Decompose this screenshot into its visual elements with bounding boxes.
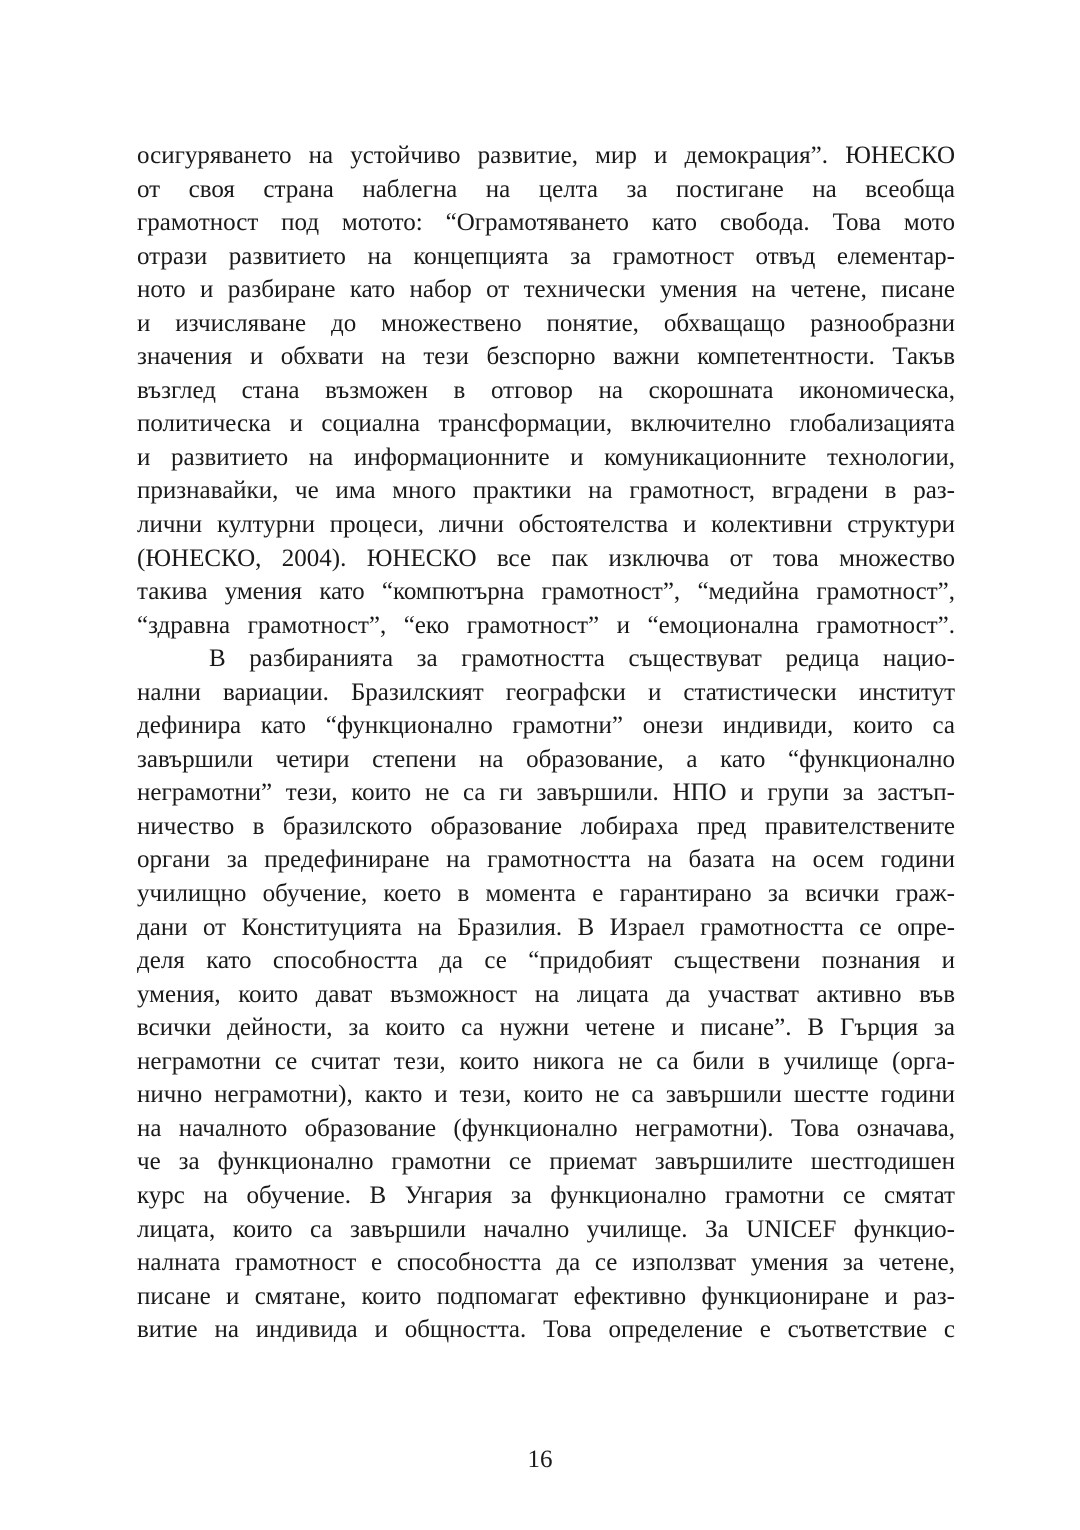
paragraph-1	[137, 139, 955, 642]
text-line: всички дейности, за които са нужни четене и писане”. В Гърция за	[137, 1014, 955, 1042]
text-line: налната грамотност е способността да се използват умения за четене,	[137, 1249, 955, 1277]
text-line: осигуряването на устойчиво развитие, мир и демокрация”. ЮНЕСКО	[137, 142, 955, 169]
paragraph-2	[137, 642, 955, 1346]
text-line: лични културни процеси, лични обстоятелства и колективни структури	[137, 511, 955, 539]
text-line: и развитието на информационните и комуникационните технологии,	[137, 443, 955, 471]
text-line: възглед стана възможен в отговор на скорошната икономическа,	[137, 376, 955, 404]
text-line: В разбиранията за грамотността съществуват редица нацио-	[209, 645, 955, 673]
text-line: “здравна грамотност”, “еко грамотност” и “емоционална грамотност”.	[137, 611, 955, 639]
text-line: дефинира като “функционално грамотни” онези индивиди, които са	[137, 712, 955, 740]
text-line: писане и смятане, които подпомагат ефективно функциониране и раз-	[137, 1282, 955, 1310]
page-number: 16	[527, 1446, 553, 1473]
text-line: грамотност под мотото: “Ограмотяването като свобода. Това мото	[137, 209, 955, 237]
text-line: витие на индивида и общността. Това определение е съответствие с	[137, 1316, 955, 1344]
text-line: и изчисляване до множествено понятие, обхващащо разнообразни	[137, 309, 955, 337]
text-line: политическа и социална трансформации, включително глобализацията	[137, 410, 955, 438]
text-line: деля като способността да се “придобият съществени познания и	[137, 947, 955, 975]
text-line: курс на обучение. В Унгария за функционално грамотни се смятат	[137, 1181, 955, 1209]
text-line: дани от Конституцията на Бразилия. В Израел грамотността се опре-	[137, 913, 955, 941]
text-line: значения и обхвати на тези безспорно важни компетентности. Такъв	[137, 343, 955, 371]
page-body	[137, 139, 955, 1347]
text-line: че за функционално грамотни се приемат завършилите шестгодишен	[137, 1148, 955, 1176]
text-line: училищно обучение, което в момента е гарантирано за всички граж-	[137, 880, 955, 908]
text-line: лицата, които са завършили начално училище. За UNICEF функцио-	[137, 1215, 955, 1243]
text-line: неграмотни се считат тези, които никога не са били в училище (орга-	[137, 1047, 955, 1075]
text-line: органи за предефиниране на грамотността на базата на осем години	[137, 846, 955, 874]
text-line: нални вариации. Бразилският географски и статистически институт	[137, 678, 955, 706]
text-line: (ЮНЕСКО, 2004). ЮНЕСКО все пак изключва от това множество	[137, 544, 955, 572]
text-line: признавайки, че има много практики на грамотност, вградени в раз-	[137, 477, 955, 505]
text-line: ното и разбиране като набор от технически умения на четене, писане	[137, 276, 955, 304]
text-line: от своя страна наблегна на целта за постигане на всеобща	[137, 175, 955, 203]
text-line: неграмотни” тези, които не са ги завършили. НПО и групи за застъп-	[137, 779, 955, 807]
text-line: завършили четири степени на образование, а като “функционално	[137, 745, 955, 773]
text-line: на началното образование (функционално неграмотни). Това означава,	[137, 1114, 955, 1142]
text-line: нично неграмотни), както и тези, които не са завършили шестте години	[137, 1081, 955, 1109]
text-line: умения, които дават възможност на лицата да участват активно във	[137, 980, 955, 1008]
text-line: такива умения като “компютърна грамотност”, “медийна грамотност”,	[137, 578, 955, 606]
text-line: отрази развитието на концепцията за грамотност отвъд елементар-	[137, 242, 955, 270]
text-line: ничество в бразилското образование лобираха пред правителствените	[137, 812, 955, 840]
